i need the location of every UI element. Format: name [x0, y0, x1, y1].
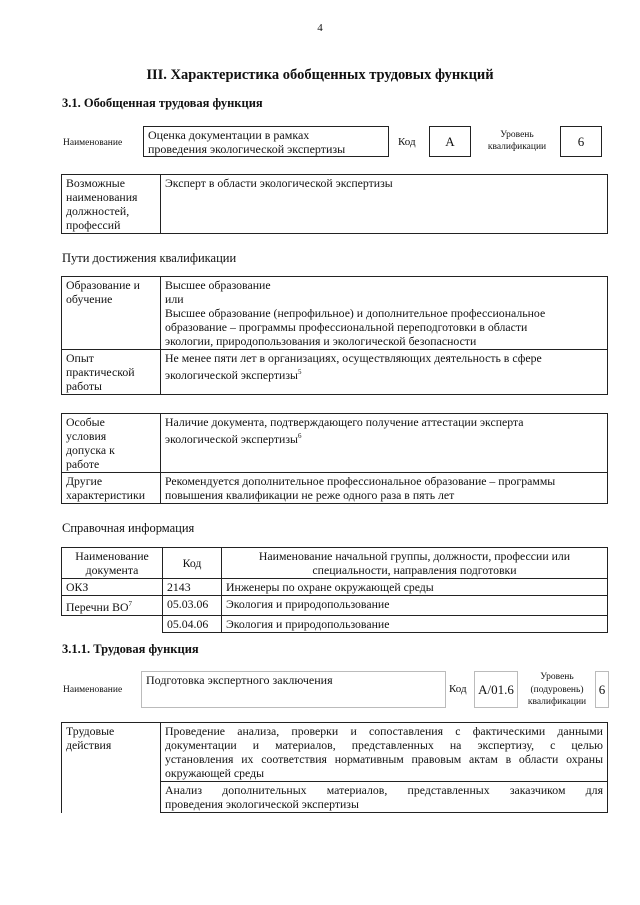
gtf-level-label-1: Уровень — [500, 130, 534, 140]
ref-col-doc — [62, 548, 163, 579]
table-row — [62, 596, 608, 616]
tf-name-label: Наименование — [63, 685, 123, 695]
reference-table — [61, 547, 608, 633]
other-line1: Рекомендуется дополнительное профессиональное образование – программы — [165, 474, 556, 488]
gtf-level-label-2: квалификации — [487, 142, 547, 152]
footnote-ref: 5 — [297, 368, 302, 376]
positions-label-line: профессий — [66, 218, 121, 232]
gtf-level: 6 — [560, 126, 602, 157]
gtf-name-line2: проведения экологической экспертизы — [148, 142, 346, 156]
education-line: или — [165, 292, 184, 306]
positions-value: Эксперт в области экологической экспертизы — [161, 175, 608, 234]
experience-line1: Не менее пяти лет в организациях, осуществляющих деятельность в сфере — [165, 351, 542, 365]
ref-name: Экология и природопользование — [222, 615, 608, 632]
ref-name: Экология и природопользование — [222, 596, 608, 616]
tf-name: Подготовка экспертного заключения — [146, 673, 333, 687]
positions-label — [62, 175, 161, 234]
action-line: Проведение анализа, проверки и сопоставления с фактическими данными — [165, 724, 603, 738]
other-line2: повышения квалификации не реже одного раза в пять лет — [165, 488, 455, 502]
actions-table — [61, 722, 608, 813]
conditions-line1: Наличие документа, подтверждающего получение аттестации эксперта — [165, 415, 524, 429]
action-line: проведения экологической экспертизы — [165, 797, 359, 811]
education-line: образование – программы профессиональной переподготовки в области — [165, 320, 528, 334]
gtf-name-line1: Оценка документации в рамках — [148, 128, 310, 142]
ref-code: 05.03.06 — [163, 596, 222, 616]
tf-name-box — [141, 671, 446, 708]
other-value — [161, 473, 608, 504]
action-line: Анализ дополнительных материалов, представленных заказчиком для — [165, 783, 603, 797]
ref-col-name — [222, 548, 608, 579]
tf-level-label — [522, 671, 592, 709]
actions-label-line: Трудовые — [66, 724, 115, 738]
conditions-line2: экологической экспертизы — [165, 431, 298, 446]
positions-table — [61, 174, 608, 234]
gtf-name-label: Наименование — [63, 138, 123, 148]
action-line: документации и материалов, представленных на экспертизу, с целью — [165, 738, 603, 752]
gtf-name-box — [143, 126, 389, 157]
conditions-value — [161, 414, 608, 473]
experience-label-line: работы — [66, 379, 102, 393]
ref-col-name-line: Наименование начальной группы, должности, профессии или — [258, 549, 571, 563]
education-label-line: Образование и — [66, 278, 140, 292]
tf-heading: 3.1.1. Трудовая функция — [62, 642, 199, 656]
other-label-line: характеристики — [66, 488, 146, 502]
actions-label — [62, 723, 161, 813]
experience-label — [62, 350, 161, 395]
gtf-heading: 3.1. Обобщенная трудовая функция — [62, 96, 263, 110]
education-line: Высшее образование — [165, 278, 271, 292]
other-label — [62, 473, 161, 504]
conditions-label-line: условия — [66, 429, 107, 443]
experience-label-line: практической — [66, 365, 135, 379]
paths-title: Пути достижения квалификации — [62, 251, 237, 265]
action-line: окружающей среды — [165, 766, 265, 780]
ref-col-code: Код — [163, 548, 222, 579]
positions-label-line: Возможные — [66, 176, 125, 190]
table-row — [62, 579, 608, 596]
actions-label-line: действия — [66, 738, 112, 752]
tf-code: A/01.6 — [474, 671, 518, 708]
gtf-level-label — [484, 129, 550, 153]
education-label — [62, 277, 161, 350]
other-label-line: Другие — [66, 474, 103, 488]
section-title: III. Характеристика обобщенных трудовых функций — [146, 67, 494, 83]
education-line: Высшее образование (непрофильное) и дополнительное профессиональное — [165, 306, 546, 320]
positions-label-line: должностей, — [66, 204, 130, 218]
reference-title: Справочная информация — [62, 521, 195, 535]
ref-doc-text: Перечни ВО — [66, 599, 129, 614]
ref-code: 2143 — [163, 579, 222, 596]
education-line: экологии, природопользования и экологической безопасности — [165, 334, 477, 348]
paths-table — [61, 276, 608, 395]
ref-code: 05.04.06 — [163, 615, 222, 632]
conditions-label-line: допуска к — [66, 443, 115, 457]
experience-line2: экологической экспертизы — [165, 367, 298, 382]
education-value — [161, 277, 608, 350]
positions-label-line: наименования — [66, 190, 138, 204]
page-number: 4 — [317, 22, 323, 34]
conditions-label — [62, 414, 161, 473]
tf-level-label-1: Уровень — [540, 672, 574, 682]
action-item-1 — [161, 723, 608, 782]
ref-col-name-line: специальности, направления подготовки — [312, 563, 517, 577]
gtf-code-label: Код — [398, 136, 416, 148]
ref-col-doc-line: документа — [85, 563, 139, 577]
ref-col-doc-line: Наименование — [75, 549, 149, 563]
action-item-2 — [161, 782, 608, 813]
tf-level-label-2: (подуровень) — [530, 684, 584, 695]
table-row — [62, 615, 608, 632]
conditions-table — [61, 413, 608, 504]
ref-doc — [62, 615, 163, 632]
tf-code-label: Код — [449, 683, 467, 695]
experience-value — [161, 350, 608, 395]
footnote-ref: 7 — [128, 600, 132, 608]
action-line: установления их соответствия нормативным правовым актам в области охраны — [165, 752, 603, 766]
footnote-ref: 6 — [297, 432, 302, 440]
ref-name: Инженеры по охране окружающей среды — [222, 579, 608, 596]
ref-doc: ОКЗ — [62, 579, 163, 596]
conditions-label-line: работе — [66, 457, 100, 471]
ref-doc — [62, 596, 163, 616]
tf-level-label-3: квалификации — [527, 697, 587, 707]
conditions-label-line: Особые — [66, 415, 105, 429]
education-label-line: обучение — [66, 292, 113, 306]
gtf-code: A — [429, 126, 471, 157]
tf-level: 6 — [595, 671, 609, 708]
experience-label-line: Опыт — [66, 351, 94, 365]
